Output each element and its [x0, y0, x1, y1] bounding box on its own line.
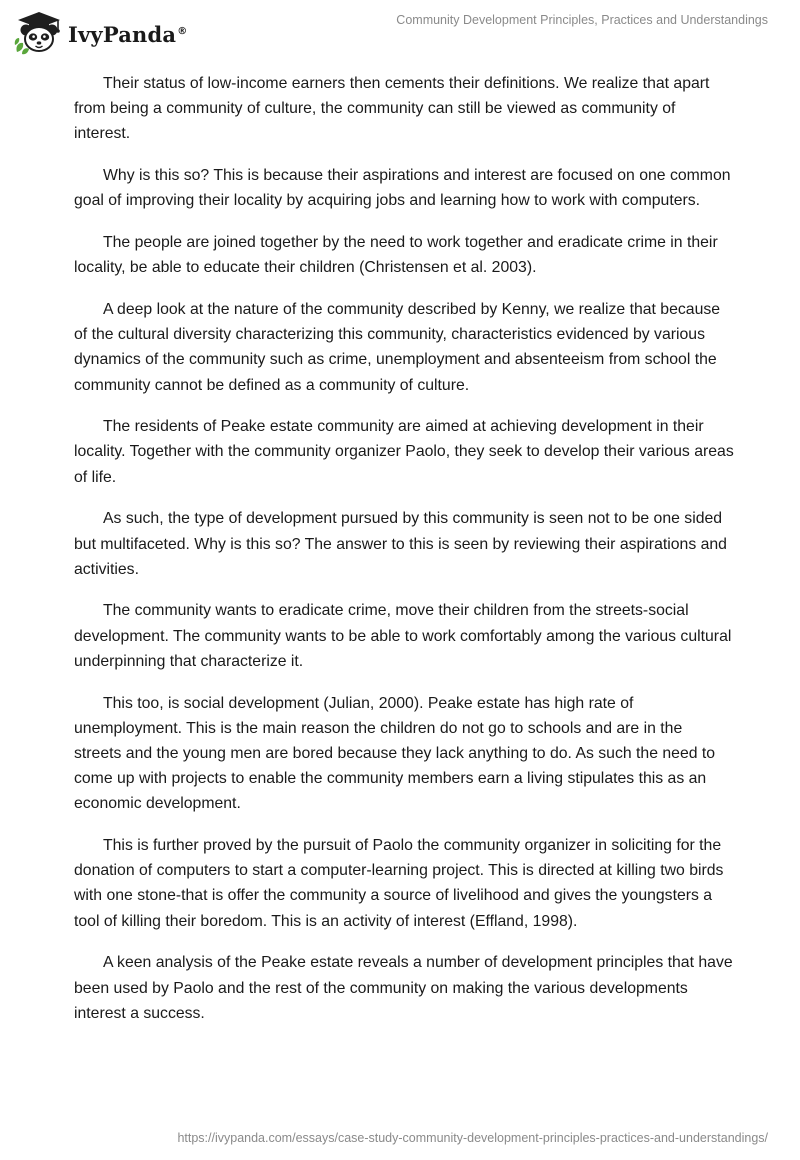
page-header [0, 0, 800, 64]
paragraph: Why is this so? This is because their aspirations and interest are focused on one common goal of improving their locality by acquiring jobs and learning how to work with computers. [74, 167, 731, 210]
paragraph: The people are joined together by the need to work together and eradicate crime in their locality, be able to educate their children (Christensen et al. 2003). [74, 234, 718, 277]
paragraph: As such, the type of development pursued by this community is seen not to be one sided but multifaceted. Why is this so? The answer to this is seen by reviewing their aspirations and activities. [74, 510, 727, 578]
paragraph: The residents of Peake estate community are aimed at achieving development in their locality. Together with the community organizer Paolo, they seek to develop their various areas of life. [74, 418, 734, 486]
registered-mark: ® [177, 25, 188, 37]
paragraph: A keen analysis of the Peake estate reveals a number of development principles that have been used by Paolo and the rest of the community on making the various developments interest a success. [74, 954, 733, 1022]
paragraph: This is further proved by the pursuit of Paolo the community organizer in soliciting for the donation of computers to start a computer-learning project. This is directed at killing two birds with one stone-that is offer the community a source of livelihood and gives the youngsters a tool of killing their boredom. This is an activity of interest (Effland, 1998). [74, 837, 724, 930]
source-url[interactable]: https://ivypanda.com/essays/case-study-community-development-principles-practices-and-understandings/ [177, 1131, 768, 1145]
ivypanda-logo[interactable] [14, 10, 187, 56]
logo-wordmark [68, 22, 187, 47]
paragraph: The community wants to eradicate crime, move their children from the streets-social development. The community wants to be able to work comfortably among the various cultural underpinning that characterize it. [74, 602, 732, 670]
document-title: Community Development Principles, Practices and Understandings [396, 13, 768, 27]
logo-text: IvyPanda [68, 21, 177, 47]
panda-graduate-icon [14, 10, 64, 56]
paragraph: This too, is social development (Julian, 2000). Peake estate has high rate of unemployment. This is the main reason the children do not go to schools and are in the streets and the young men are bored because they lack anything to do. As such the need to come up with projects to enable the community members earn a living stipulates this as an economic development. [74, 694, 716, 813]
paragraph: Their status of low-income earners then cements their definitions. We realize that apart from being a community of culture, the community can still be viewed as community of interest. [74, 75, 710, 143]
essay-body [74, 71, 734, 1043]
paragraph: A deep look at the nature of the community described by Kenny, we realize that because of the cultural diversity characterizing this community, characteristics evidenced by various dynamics of the community such as crime, unemployment and absenteeism from school the community cannot be defined as a community of culture. [74, 300, 721, 394]
